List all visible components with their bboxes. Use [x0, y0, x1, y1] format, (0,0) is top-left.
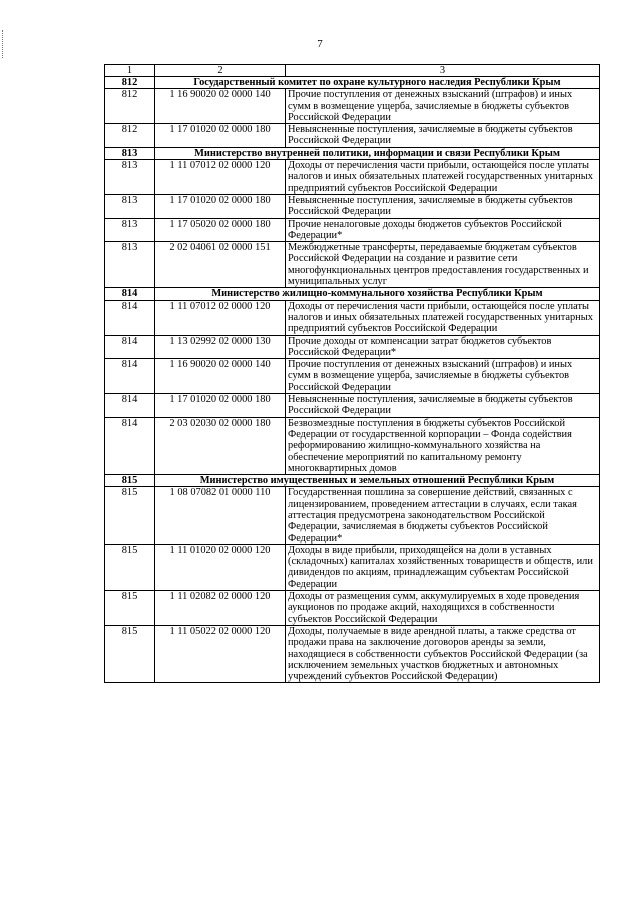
revenue-description: Доходы в виде прибыли, приходящейся на доли в уставных (складочных) капиталах хозяйственных товариществ и обществ, или дивидендов по акциям, принадлежащим субъектам Российской Федерации	[286, 544, 600, 590]
admin-code: 814	[105, 300, 155, 335]
admin-code: 813	[105, 160, 155, 195]
budget-classification-code: 1 17 01020 02 0000 180	[155, 124, 286, 148]
revenue-codes-table	[104, 64, 600, 683]
budget-classification-code: 1 11 01020 02 0000 120	[155, 544, 286, 590]
department-name: Министерство имущественных и земельных отношений Республики Крым	[155, 475, 600, 487]
table-row	[105, 89, 600, 124]
revenue-description: Доходы, получаемые в виде арендной платы, а также средства от продажи права на заключение договоров аренды за земли, находящиеся в собственности субъектов Российской Федерации (за исключением земельных участков бюджетных и автономных учреждений субъектов Российской Федерации)	[286, 625, 600, 682]
table-row	[105, 194, 600, 218]
department-code: 815	[105, 475, 155, 487]
admin-code: 814	[105, 417, 155, 474]
admin-code: 814	[105, 394, 155, 418]
budget-classification-code: 1 17 01020 02 0000 180	[155, 194, 286, 218]
budget-classification-code: 1 11 02082 02 0000 120	[155, 591, 286, 626]
budget-classification-code: 2 02 04061 02 0000 151	[155, 242, 286, 288]
revenue-description: Доходы от перечисления части прибыли, остающейся после уплаты налогов и иных обязательных платежей государственных унитарных предприятий субъектов Российской Федерации	[286, 160, 600, 195]
admin-code: 815	[105, 544, 155, 590]
table-row	[105, 417, 600, 474]
table-row	[105, 242, 600, 288]
revenue-description: Прочие доходы от компенсации затрат бюджетов субъектов Российской Федерации*	[286, 335, 600, 359]
revenue-description: Доходы от размещения сумм, аккумулируемых в ходе проведения аукционов по продаже акций, находящихся в собственности субъектов Российской Федерации	[286, 591, 600, 626]
table-row	[105, 300, 600, 335]
revenue-description: Доходы от перечисления части прибыли, остающейся после уплаты налогов и иных обязательных платежей государственных унитарных предприятий субъектов Российской Федерации	[286, 300, 600, 335]
revenue-description: Безвозмездные поступления в бюджеты субъектов Российской Федерации от государственной корпорации – Фонда содействия реформированию жилищно-коммунального хозяйства на обеспечение мероприятий по капитальному ремонту многоквартирных домов	[286, 417, 600, 474]
revenue-description: Прочие неналоговые доходы бюджетов субъектов Российской Федерации*	[286, 218, 600, 242]
department-code: 813	[105, 147, 155, 159]
admin-code: 813	[105, 194, 155, 218]
table-row	[105, 218, 600, 242]
department-row	[105, 147, 600, 159]
budget-classification-code: 1 11 07012 02 0000 120	[155, 160, 286, 195]
table-row	[105, 160, 600, 195]
budget-classification-code: 1 08 07082 01 0000 110	[155, 487, 286, 544]
revenue-description: Невыясненные поступления, зачисляемые в бюджеты субъектов Российской Федерации	[286, 124, 600, 148]
revenue-description: Прочие поступления от денежных взысканий (штрафов) и иных сумм в возмещение ущерба, зачисляемые в бюджеты субъектов Российской Федерации	[286, 359, 600, 394]
table-row	[105, 124, 600, 148]
budget-classification-code: 1 17 05020 02 0000 180	[155, 218, 286, 242]
table-row	[105, 335, 600, 359]
admin-code: 813	[105, 218, 155, 242]
table-row	[105, 359, 600, 394]
table-row	[105, 544, 600, 590]
admin-code: 815	[105, 625, 155, 682]
table-header-row	[105, 65, 600, 77]
table-row	[105, 591, 600, 626]
department-row	[105, 475, 600, 487]
revenue-description: Межбюджетные трансферты, передаваемые бюджетам субъектов Российской Федерации на создание и развитие сети многофункциональных центров предоставления государственных и муниципальных услуг	[286, 242, 600, 288]
budget-classification-code: 2 03 02030 02 0000 180	[155, 417, 286, 474]
admin-code: 812	[105, 89, 155, 124]
budget-classification-code: 1 11 05022 02 0000 120	[155, 625, 286, 682]
department-code: 814	[105, 288, 155, 300]
revenue-description: Невыясненные поступления, зачисляемые в бюджеты субъектов Российской Федерации	[286, 394, 600, 418]
admin-code: 813	[105, 242, 155, 288]
admin-code: 814	[105, 335, 155, 359]
budget-classification-code: 1 17 01020 02 0000 180	[155, 394, 286, 418]
budget-classification-code: 1 16 90020 02 0000 140	[155, 89, 286, 124]
header-col-2: 2	[155, 65, 286, 77]
admin-code: 815	[105, 487, 155, 544]
revenue-description: Невыясненные поступления, зачисляемые в бюджеты субъектов Российской Федерации	[286, 194, 600, 218]
admin-code: 814	[105, 359, 155, 394]
page-number: 7	[317, 38, 323, 50]
admin-code: 815	[105, 591, 155, 626]
table-row	[105, 487, 600, 544]
budget-classification-code: 1 13 02992 02 0000 130	[155, 335, 286, 359]
revenue-description: Прочие поступления от денежных взысканий (штрафов) и иных сумм в возмещение ущерба, зачисляемые в бюджеты субъектов Российской Федерации	[286, 89, 600, 124]
header-col-3: 3	[286, 65, 600, 77]
department-name: Министерство внутренней политики, информации и связи Республики Крым	[155, 147, 600, 159]
budget-classification-code: 1 16 90020 02 0000 140	[155, 359, 286, 394]
department-row	[105, 288, 600, 300]
department-row	[105, 77, 600, 89]
table-row	[105, 394, 600, 418]
admin-code: 812	[105, 124, 155, 148]
table-row	[105, 625, 600, 682]
revenue-description: Государственная пошлина за совершение действий, связанных с лицензированием, проведением аттестации в случаях, если такая аттестация предусмотрена законодательством Российской Федерации, зачисляемая в бюджеты субъектов Российской Федерации*	[286, 487, 600, 544]
header-col-1: 1	[105, 65, 155, 77]
department-code: 812	[105, 77, 155, 89]
budget-classification-code: 1 11 07012 02 0000 120	[155, 300, 286, 335]
department-name: Государственный комитет по охране культурного наследия Республики Крым	[155, 77, 600, 89]
department-name: Министерство жилищно-коммунального хозяйства Республики Крым	[155, 288, 600, 300]
